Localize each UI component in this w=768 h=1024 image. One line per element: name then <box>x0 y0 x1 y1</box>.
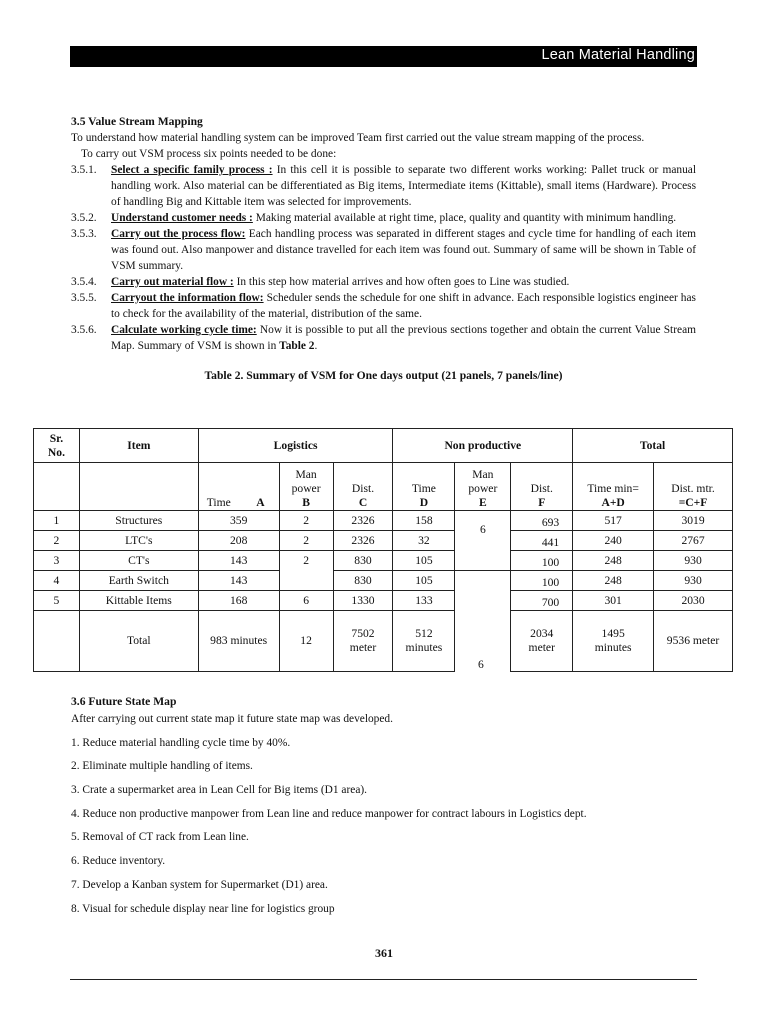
table-header-row <box>34 429 733 463</box>
table-cell-merged: 2 <box>279 551 333 591</box>
table-cell: 1330 <box>333 591 393 611</box>
table-row <box>34 531 733 551</box>
table-caption: Table 2. Summary of VSM for One days output (21 panels, 7 panels/line) <box>204 369 563 382</box>
table-reference: Table 2 <box>279 340 315 352</box>
table-cell: 830 <box>333 551 393 571</box>
table-cell: 3019 <box>654 511 733 531</box>
table-cell: 2030 <box>654 591 733 611</box>
total-manpower-e: 6 <box>478 658 484 671</box>
step-number: 3.5.5. <box>71 292 97 304</box>
header-cell <box>34 463 80 511</box>
table-cell: 441 <box>511 531 573 551</box>
section-3-5 <box>71 114 696 384</box>
step-label: Carryout the information flow: <box>111 292 264 304</box>
table-cell: 3 <box>34 551 80 571</box>
table-cell: 143 <box>198 551 279 571</box>
list-item: 7. Develop a Kanban system for Supermarket (D1) area. <box>71 878 328 891</box>
table-cell: 517 <box>573 511 654 531</box>
table-cell: 983 minutes <box>198 611 279 672</box>
header-cell: Dist. F <box>511 463 573 511</box>
list-item: 4. Reduce non productive manpower from Lean line and reduce manpower for contract labours in Logistics dept. <box>71 807 587 820</box>
table-cell: 4 <box>34 571 80 591</box>
list-item <box>71 274 696 290</box>
table-cell <box>34 611 80 672</box>
section-3-6 <box>71 694 696 924</box>
table-cell: 930 <box>654 571 733 591</box>
header-cell: Total <box>573 429 733 463</box>
table-cell: 2 <box>279 511 333 531</box>
table-cell: 301 <box>573 591 654 611</box>
table-cell: 2326 <box>333 531 393 551</box>
table-cell: 248 <box>573 551 654 571</box>
vsm-summary-table <box>33 428 733 672</box>
table-cell: 700 <box>511 591 573 611</box>
list-item <box>71 322 696 354</box>
header-cell: Item <box>79 429 198 463</box>
list-item: 2. Eliminate multiple handling of items. <box>71 760 253 773</box>
table-cell: 9536 meter <box>654 611 733 672</box>
step-label: Carry out the process flow: <box>111 228 246 240</box>
header-cell: Man power E <box>455 463 511 511</box>
step-list <box>71 162 696 354</box>
step-text: Scheduler sends the schedule for one shift in advance. Each responsible logistics engineer has to check for the availability of the material, distribution of the same. <box>111 292 696 320</box>
header-cell: Logistics <box>198 429 393 463</box>
header-cell: Man power B <box>279 463 333 511</box>
table-cell: 105 <box>393 551 455 571</box>
table-cell: Earth Switch <box>79 571 198 591</box>
header-cell: Time D <box>393 463 455 511</box>
table-cell: 143 <box>198 571 279 591</box>
step-number: 3.5.2. <box>71 212 97 224</box>
paragraph: To understand how material handling system can be improved Team first carried out the value stream mapping of the process. <box>71 132 645 144</box>
table-row <box>34 571 733 591</box>
page-number: 361 <box>375 946 393 960</box>
list-item <box>71 226 696 274</box>
header-cell: Non productive <box>393 429 573 463</box>
table-cell: 7502 meter <box>333 611 393 672</box>
table-cell: 512 minutes <box>393 611 455 672</box>
section-heading: 3.5 Value Stream Mapping <box>71 115 203 128</box>
list-item: 8. Visual for schedule display near line for logistics group <box>71 902 335 915</box>
table-cell: 1495 minutes <box>573 611 654 672</box>
step-text: Now it is possible to put all the previous sections together and obtain the current Value Stream Map. Summary of VSM is shown in <box>111 324 696 352</box>
table-cell: 359 <box>198 511 279 531</box>
list-item: 3. Crate a supermarket area in Lean Cell for Big items (D1 area). <box>71 784 368 797</box>
step-text: Making material available at right time, place, quality and quantity with minimum handling. <box>252 212 677 224</box>
table-cell: 133 <box>393 591 455 611</box>
table-cell: 12 <box>279 611 333 672</box>
list-item: 5. Removal of CT rack from Lean line. <box>71 831 249 844</box>
paragraph: To carry out VSM process six points needed to be done: <box>81 148 337 160</box>
list-item: 6. Reduce inventory. <box>71 855 166 868</box>
section-heading: 3.6 Future State Map <box>71 695 177 708</box>
header-cell: Time min= A+D <box>573 463 654 511</box>
table-row <box>34 511 733 531</box>
table-cell: 2 <box>34 531 80 551</box>
header-cell: Sr. No. <box>34 429 80 463</box>
table-subheader-row <box>34 463 733 511</box>
table-cell: 100 <box>511 571 573 591</box>
table-cell: 240 <box>573 531 654 551</box>
table-cell: 2 <box>279 531 333 551</box>
list-item <box>71 290 696 322</box>
table-cell: 2326 <box>333 511 393 531</box>
table-row <box>34 591 733 611</box>
table-cell-merged: 6 <box>455 511 511 571</box>
step-label: Calculate working cycle time: <box>111 324 257 336</box>
table-total-row <box>34 611 733 672</box>
table-cell: 100 <box>511 551 573 571</box>
table-cell: 930 <box>654 551 733 571</box>
table-cell: Kittable Items <box>79 591 198 611</box>
paragraph: After carrying out current state map it future state map was developed. <box>71 713 393 725</box>
table-cell: 2767 <box>654 531 733 551</box>
running-header-title: Lean Material Handling <box>541 47 695 63</box>
footer-rule <box>70 979 697 980</box>
step-text: In this cell it is possible to separate two different works working: Pallet truck or manual handling work. Also material can be differentiated as Big items, Intermediate items (Kittable), small items (Hardware). Process of handling Big and Kittable item was selected for improvements. <box>111 164 696 208</box>
step-label: Select a specific family process : <box>111 164 273 176</box>
list-item: 1. Reduce material handling cycle time by 40%. <box>71 736 291 749</box>
table-cell: 830 <box>333 571 393 591</box>
table-cell: 208 <box>198 531 279 551</box>
table-cell: 32 <box>393 531 455 551</box>
step-text: In this step how material arrives and how often goes to Line was studied. <box>233 276 570 288</box>
step-text: Each handling process was separated in different stages and cycle time for handling of each item was found out. Also manpower and distance travelled for each item was found out. Summary of same will be shown in Table of VSM summary. <box>111 228 696 272</box>
table-cell-merged <box>455 571 511 672</box>
table-cell: 158 <box>393 511 455 531</box>
table-cell: 248 <box>573 571 654 591</box>
table-cell: 6 <box>279 591 333 611</box>
table-cell: Total <box>79 611 198 672</box>
header-cell <box>79 463 198 511</box>
table-cell: LTC's <box>79 531 198 551</box>
table-cell: 693 <box>511 511 573 531</box>
step-number: 3.5.1. <box>71 164 97 176</box>
table-cell: 2034 meter <box>511 611 573 672</box>
list-item <box>71 162 696 210</box>
header-cell: Time A <box>198 463 279 511</box>
table-cell: Structures <box>79 511 198 531</box>
table-cell: 105 <box>393 571 455 591</box>
running-header <box>70 46 697 67</box>
header-cell: Dist. C <box>333 463 393 511</box>
step-label: Carry out material flow : <box>111 276 234 288</box>
table-cell: 168 <box>198 591 279 611</box>
table-cell: 1 <box>34 511 80 531</box>
step-label: Understand customer needs : <box>111 212 253 224</box>
step-text-end: . <box>314 340 318 352</box>
list-item <box>71 210 696 226</box>
step-number: 3.5.6. <box>71 324 97 336</box>
table-cell: 5 <box>34 591 80 611</box>
table-row <box>34 551 733 571</box>
table-cell: CT's <box>79 551 198 571</box>
step-number: 3.5.3. <box>71 228 97 240</box>
header-cell: Dist. mtr. =C+F <box>654 463 733 511</box>
step-number: 3.5.4. <box>71 276 97 288</box>
